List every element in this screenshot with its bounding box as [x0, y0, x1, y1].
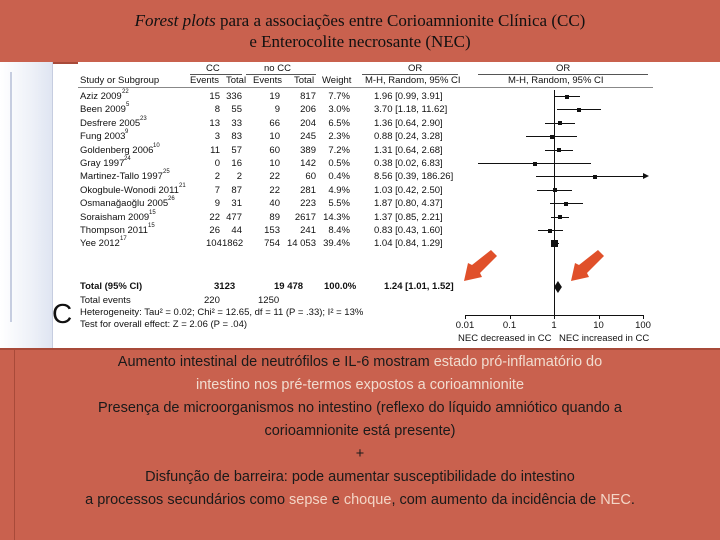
cell-e1: 2: [214, 171, 220, 183]
study-ref: 21: [179, 182, 186, 189]
point-estimate: [557, 148, 561, 152]
cell-t2: 245: [300, 131, 316, 143]
point-estimate: [550, 135, 554, 139]
col-or-method: M-H, Random, 95% CI: [365, 75, 461, 86]
tick-mark: [510, 315, 511, 319]
cell-e1: 13: [209, 117, 220, 129]
tick-label: 100: [635, 320, 651, 331]
cell-w: 7.2%: [328, 144, 350, 156]
panel-letter: C: [52, 298, 73, 329]
cell-t1: 83: [231, 131, 242, 143]
cell-or: 3.70 [1.18, 11.62]: [374, 104, 448, 116]
cell-t2: 817: [300, 91, 316, 102]
study-name: Goldenberg 2006: [80, 144, 154, 156]
cell-e2: 10: [269, 158, 280, 169]
study-ref: 9: [125, 129, 129, 136]
cell-t1: 31: [231, 198, 242, 210]
total-or: 1.24 [1.01, 1.52]: [384, 281, 454, 292]
cell-w: 39.4%: [323, 238, 350, 250]
cell-t2: 281: [300, 184, 316, 196]
tick-mark: [554, 315, 555, 319]
arrow-right-icon: [571, 250, 604, 281]
cell-w: 3.0%: [328, 104, 350, 116]
cell-or: 8.56 [0.39, 186.26]: [374, 171, 454, 183]
cell-or: 1.36 [0.64, 2.90]: [374, 117, 443, 129]
cell-t1: 336: [226, 91, 242, 102]
header-or-left: OR: [408, 63, 423, 74]
cell-w: 4.9%: [328, 184, 350, 196]
cell-or: 0.38 [0.02, 6.83]: [374, 158, 443, 169]
study-ref: 22: [122, 89, 129, 95]
total-t2: 19 478: [274, 281, 304, 292]
cell-e2: 153: [264, 225, 280, 236]
cell-or: 1.96 [0.99, 3.91]: [374, 91, 443, 102]
cell-t1: 87: [231, 184, 242, 196]
cell-t2: 204: [300, 117, 316, 129]
cell-w: 0.4%: [328, 171, 350, 183]
cell-or: 1.87 [0.80, 4.37]: [374, 198, 443, 210]
col-study: Study or Subgroup: [80, 75, 160, 86]
cell-e2: 89: [269, 211, 280, 223]
cell-or: 1.31 [0.64, 2.68]: [374, 144, 443, 156]
col-events-nocc: Events: [253, 75, 283, 86]
cell-e2: 754: [264, 238, 280, 250]
point-estimate: [593, 175, 597, 179]
cell-e1: 8: [214, 104, 220, 116]
study-ref: 15: [148, 223, 155, 229]
point-estimate: [558, 215, 562, 219]
col-weight: Weight: [322, 75, 352, 86]
cell-or: 1.03 [0.42, 2.50]: [374, 184, 443, 196]
cell-w: 2.3%: [328, 131, 350, 143]
cell-t2: 2617: [294, 211, 316, 223]
total-weight: 100.0%: [324, 281, 357, 292]
study-name: Fung 2003: [80, 131, 126, 143]
col-total-nocc: Total: [294, 75, 315, 86]
study-name: Okogbule-Wonodi 2011: [80, 184, 179, 196]
study-ref: 10: [153, 142, 160, 149]
cell-e2: 10: [269, 131, 280, 143]
cell-e2: 40: [269, 198, 280, 210]
header-no-cc: no CC: [264, 63, 291, 74]
study-name: Yee 2012: [80, 238, 120, 250]
cell-w: 0.5%: [328, 158, 350, 169]
point-estimate: [553, 188, 557, 192]
study-ref: 17: [120, 236, 127, 243]
study-name: Thompson 2011: [80, 225, 148, 236]
explanation-text: Aumento intestinal de neutrófilos e IL-6 mostram estado pró-inflamatório do intestino nos pré-termos expostos a corioamnionite Presença de microorganismos no intestino (reflexo do líquido amniótico quando a corioamnionite está presente) + Disfunção de barreira: pode aumentar susceptibilidade do intestino a processos secundários como sepse e choque, com aumento da incidência de NEC.: [0, 348, 720, 540]
ci-line: [536, 176, 643, 177]
header-cc: CC: [206, 63, 220, 74]
cell-t2: 223: [300, 198, 316, 210]
cell-t1: 33: [231, 117, 242, 129]
total-events-nocc: 1250: [258, 295, 280, 306]
heterogeneity: Heterogeneity: Tau² = 0.02; Chi² = 12.65, df = 11 (P = .33); I² = 13%: [80, 307, 364, 318]
decorative-strip: [0, 62, 53, 348]
cell-e2: 66: [269, 117, 280, 129]
cell-t1: 55: [231, 104, 242, 116]
study-ref: 23: [140, 115, 147, 122]
cell-t2: 60: [305, 171, 316, 183]
study-ref: 5: [126, 102, 130, 109]
total-label: Total (95% CI): [80, 281, 143, 292]
cell-e1: 0: [214, 158, 220, 169]
cell-t2: 14 053: [286, 238, 316, 250]
cell-or: 0.88 [0.24, 3.28]: [374, 131, 443, 143]
cell-w: 14.3%: [323, 211, 350, 223]
study-name: Gray 1997: [80, 158, 125, 169]
cell-or: 1.04 [0.84, 1.29]: [374, 238, 443, 250]
point-estimate: [577, 108, 581, 112]
study-ref: 15: [149, 209, 156, 216]
highlight-arrows: [458, 247, 658, 297]
total-events-cc: 220: [204, 295, 220, 306]
title-line2: e Enterocolite necrosante (NEC): [249, 32, 471, 51]
cell-t1: 477: [226, 211, 242, 223]
cell-or: 0.83 [0.43, 1.60]: [374, 225, 443, 236]
cell-e2: 22: [269, 171, 280, 183]
total-events-label: Total events: [80, 295, 131, 306]
study-name: Desfrere 2005: [80, 117, 141, 129]
cell-t2: 142: [300, 158, 316, 169]
col-events-cc: Events: [190, 75, 220, 86]
tick-label: 10: [593, 320, 604, 331]
header-or-right: OR: [556, 63, 571, 74]
cell-t1: 44: [231, 225, 242, 236]
axis-right-label: NEC increased in CC: [559, 333, 650, 344]
cell-e2: 9: [274, 104, 280, 116]
tick-mark: [599, 315, 600, 319]
cell-t1: 2: [236, 171, 242, 183]
study-name: Osmanağaoğlu 2005: [80, 198, 169, 210]
title-line1: para a associações entre Corioamnionite Clínica (CC): [215, 11, 586, 30]
cell-e1: 3: [214, 131, 220, 143]
point-estimate: [548, 229, 552, 233]
study-ref: 24: [124, 156, 131, 162]
cell-w: 7.7%: [328, 91, 350, 102]
cell-e1: 11: [210, 144, 220, 156]
cell-e1: 7: [214, 184, 220, 196]
point-estimate: [533, 162, 537, 166]
study-name: Aziz 2009: [80, 91, 122, 102]
cell-w: 8.4%: [328, 225, 350, 236]
cell-w: 6.5%: [328, 117, 350, 129]
tick-mark: [465, 315, 466, 319]
cell-t2: 389: [300, 144, 316, 156]
cell-e2: 22: [269, 184, 280, 196]
tick-mark: [643, 315, 644, 319]
study-name: Soraisham 2009: [80, 211, 150, 223]
cell-t1: 1862: [222, 238, 244, 250]
study-name: Martinez-Tallo 1997: [80, 171, 163, 183]
cell-t1: 57: [231, 144, 242, 156]
title-emphasis: Forest plots: [134, 11, 216, 30]
cell-e1: 15: [209, 91, 220, 102]
cell-t1: 16: [231, 158, 242, 169]
forest-plot: [78, 62, 720, 348]
cell-e1: 9: [214, 198, 220, 210]
ci-arrow-icon: [643, 173, 649, 179]
cell-e1: 104: [206, 238, 222, 250]
point-estimate: [565, 95, 569, 99]
overall-effect: Test for overall effect: Z = 2.06 (P = .04): [80, 319, 248, 330]
study-ref: 25: [163, 169, 170, 176]
cell-e2: 60: [269, 144, 280, 156]
cell-e1: 22: [209, 211, 220, 223]
axis-left-label: NEC decreased in CC: [458, 333, 552, 344]
study-ref: 26: [168, 196, 175, 203]
cell-t2: 206: [300, 104, 316, 116]
col-or-method-right: M-H, Random, 95% CI: [508, 75, 604, 86]
tick-label: 0.01: [455, 320, 475, 331]
total-t1: 3123: [214, 281, 236, 292]
tick-label: 0.1: [502, 320, 517, 331]
cell-w: 5.5%: [328, 198, 350, 210]
slide-title: [0, 0, 720, 64]
tick-label: 1: [551, 320, 557, 331]
study-name: Been 2009: [80, 104, 126, 116]
point-estimate: [558, 121, 562, 125]
cell-or: 1.37 [0.85, 2.21]: [374, 211, 443, 223]
cell-e2: 19: [269, 91, 280, 102]
arrow-left-icon: [464, 250, 497, 281]
point-estimate: [564, 202, 568, 206]
cell-t2: 241: [300, 225, 316, 236]
col-total-cc: Total: [226, 75, 247, 86]
cell-e1: 26: [209, 225, 220, 236]
